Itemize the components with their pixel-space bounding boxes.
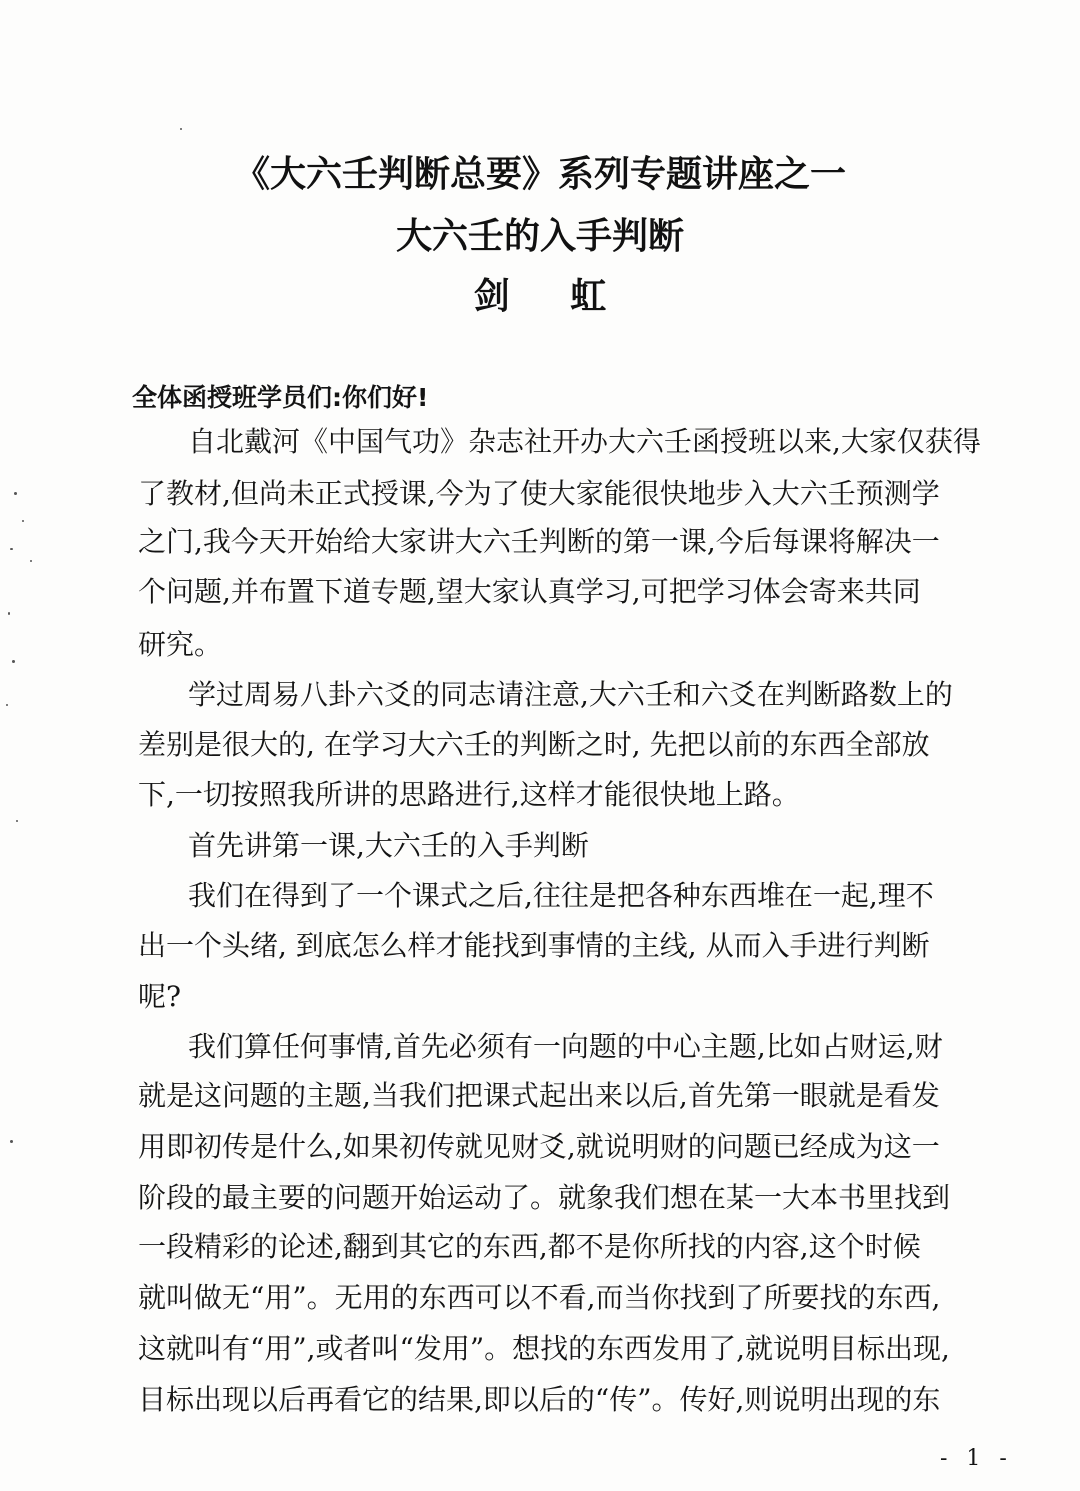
paragraph-line: 用即初传是什么,如果初传就见财爻,就说明财的问题已经成为这一: [138, 1130, 940, 1163]
greeting: 全体函授班学员们:你们好!: [132, 383, 429, 412]
paragraph-line: 出一个头绪, 到底怎么样才能找到事情的主线, 从而入手进行判断: [138, 929, 930, 962]
lecture-title: 大六壬的入手判断: [395, 216, 684, 257]
scan-speck: [10, 1140, 13, 1143]
paragraph-line: 之门,我今天开始给大家讲大六壬判断的第一课,今后每课将解决一: [138, 525, 940, 558]
paragraph-line: 就是这问题的主题,当我们把课式起出来以后,首先第一眼就是看发: [138, 1079, 940, 1112]
scan-speck: [12, 660, 15, 663]
page-number: - 1 -: [940, 1446, 1013, 1471]
paragraph-line: 下,一切按照我所讲的思路进行,这样才能很快地上路。: [138, 778, 800, 811]
paragraph-line: 目标出现以后再看它的结果,即以后的“传”。传好,则说明出现的东: [138, 1383, 941, 1416]
paragraph-line: 我们在得到了一个课式之后,往往是把各种东西堆在一起,理不: [188, 879, 934, 912]
scan-speck: [6, 704, 8, 706]
scan-speck: [16, 820, 18, 822]
paragraph-line: 就叫做无“用”。无用的东西可以不看,而当你找到了所要找的东西,: [138, 1281, 941, 1314]
paragraph-line: 我们算任何事情,首先必须有一向题的中心主题,比如占财运,财: [188, 1030, 943, 1063]
scan-speck: [8, 612, 10, 615]
scan-speck: [180, 128, 182, 130]
paragraph-line: 这就叫有“用”,或者叫“发用”。想找的东西发用了,就说明目标出现,: [138, 1332, 950, 1365]
paragraph-line: 个问题,并布置下道专题,望大家认真学习,可把学习体会寄来共同: [138, 575, 921, 608]
paragraph-line: 一段精彩的论述,翻到其它的东西,都不是你所找的内容,这个时候: [138, 1230, 921, 1263]
paragraph-line: 首先讲第一课,大六壬的入手判断: [188, 829, 589, 862]
paragraph-line: 研究。: [138, 628, 223, 661]
series-title: 《大六壬判断总要》系列专题讲座之一: [233, 154, 846, 195]
paragraph-line: 呢?: [138, 980, 182, 1013]
paragraph-line: 了教材,但尚未正式授课,今为了使大家能很快地步入大六壬预测学: [138, 477, 940, 510]
author-name: 剑 虹: [473, 276, 631, 317]
scan-speck: [22, 520, 24, 522]
scan-speck: [10, 548, 13, 550]
paragraph-line: 自北戴河《中国气功》杂志社开办大六壬函授班以来,大家仅获得: [188, 425, 981, 458]
scan-speck: [30, 560, 32, 562]
paragraph-line: 阶段的最主要的问题开始运动了。就象我们想在某一大本书里找到: [138, 1181, 951, 1214]
paragraph-line: 学过周易八卦六爻的同志请注意,大六壬和六爻在判断路数上的: [188, 678, 953, 711]
paragraph-line: 差别是很大的, 在学习大六壬的判断之时, 先把以前的东西全部放: [138, 728, 930, 761]
scan-speck: [14, 492, 17, 495]
